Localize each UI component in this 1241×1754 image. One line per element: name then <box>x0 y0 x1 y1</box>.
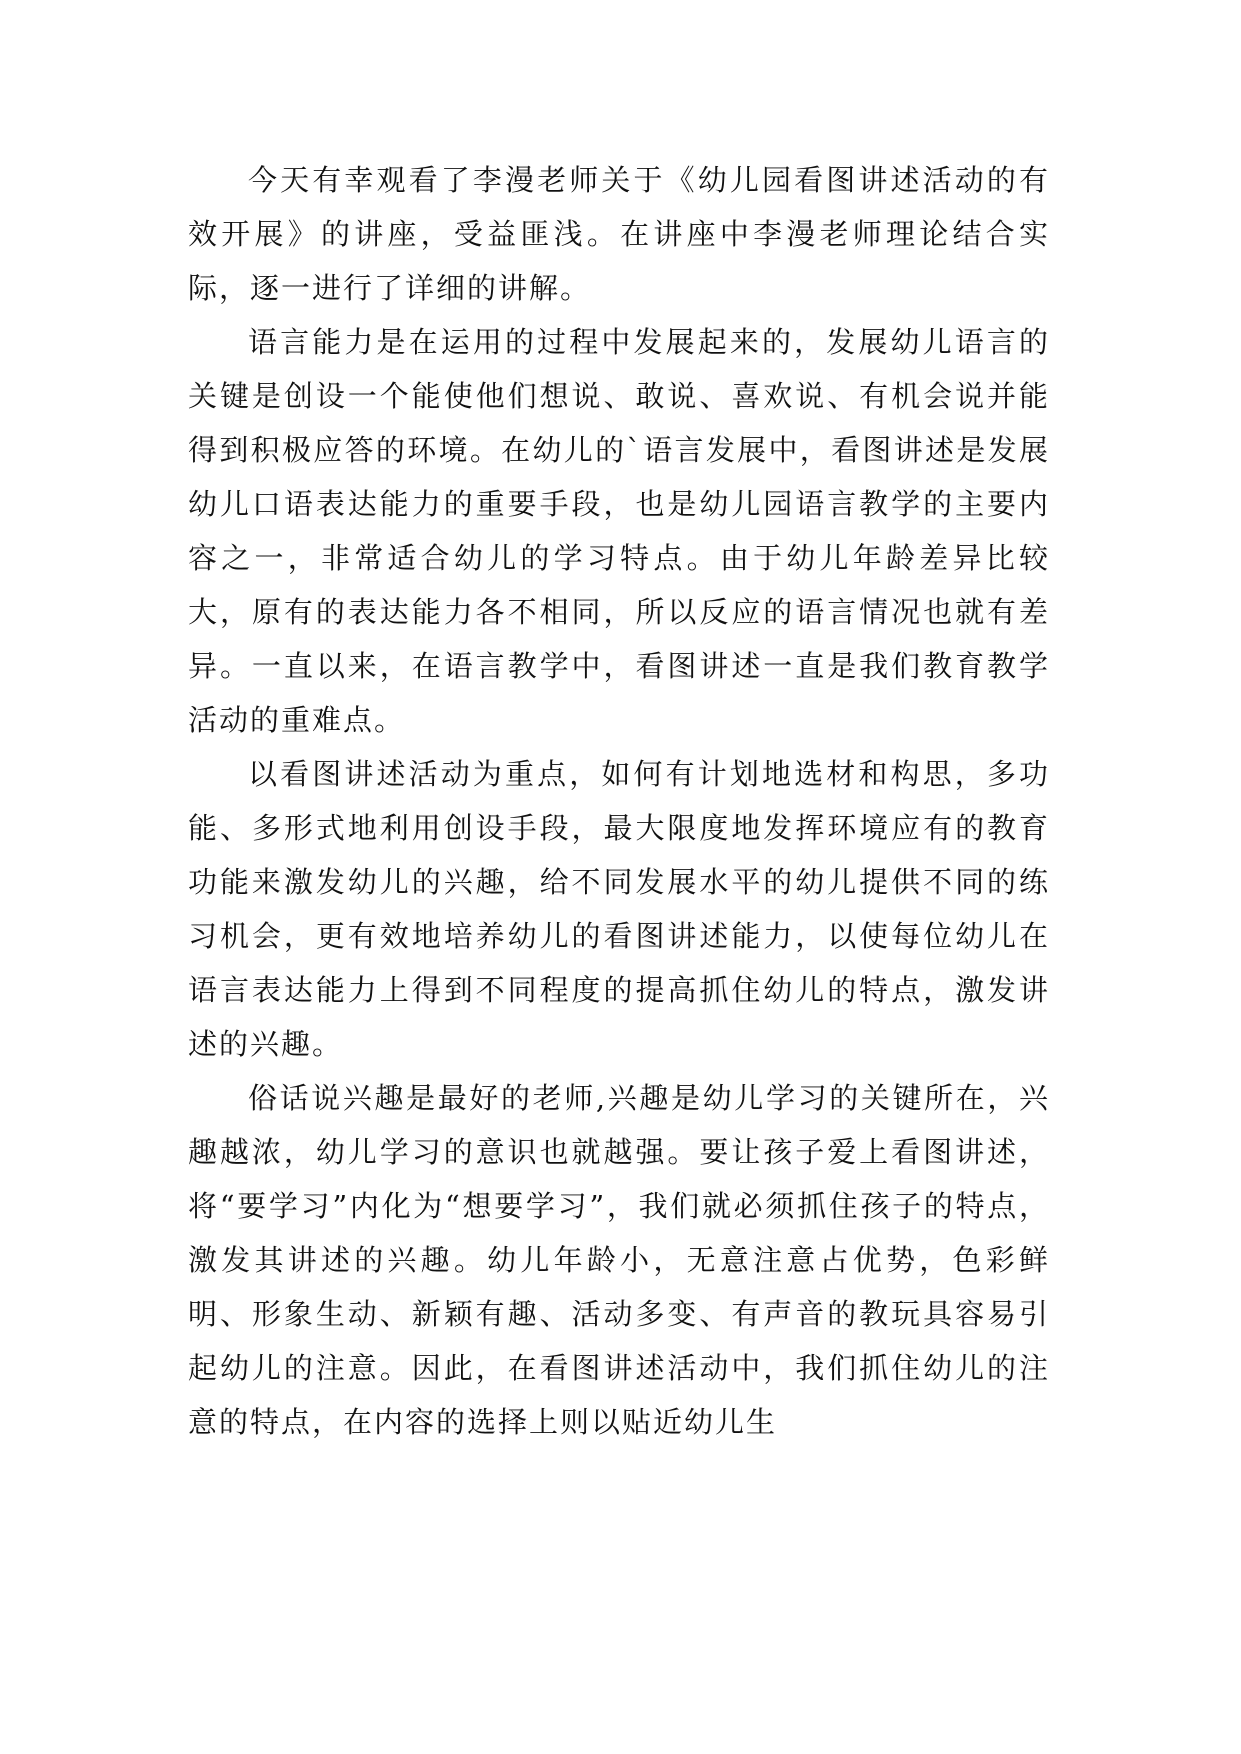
paragraph-2: 语言能力是在运用的过程中发展起来的，发展幼儿语言的关键是创设一个能使他们想说、敢说、喜欢说、有机会说并能得到积极应答的环境。在幼儿的`语言发展中，看图讲述是发展幼儿口语表达能力的重要手段，也是幼儿园语言教学的主要内容之一，非常适合幼儿的学习特点。由于幼儿年龄差异比较大，原有的表达能力各不相同，所以反应的语言情况也就有差异。一直以来，在语言教学中，看图讲述一直是我们教育教学活动的重难点。 <box>188 325 1050 737</box>
paragraph-4: 俗话说兴趣是最好的老师,兴趣是幼儿学习的关键所在，兴趣越浓，幼儿学习的意识也就越强。要让孩子爱上看图讲述，将“要学习”内化为“想要学习”，我们就必须抓住孩子的特点，激发其讲述的兴趣。幼儿年龄小，无意注意占优势，色彩鲜明、形象生动、新颖有趣、活动多变、有声音的教玩具容易引起幼儿的注意。因此，在看图讲述活动中，我们抓住幼儿的注意的特点，在内容的选择上则以贴近幼儿生 <box>188 1081 1050 1439</box>
document-body <box>188 153 1050 1449</box>
paragraph-1: 今天有幸观看了李漫老师关于《幼儿园看图讲述活动的有效开展》的讲座，受益匪浅。在讲座中李漫老师理论结合实际，逐一进行了详细的讲解。 <box>188 163 1050 305</box>
paragraph-3: 以看图讲述活动为重点，如何有计划地选材和构思，多功能、多形式地利用创设手段，最大限度地发挥环境应有的教育功能来激发幼儿的兴趣，给不同发展水平的幼儿提供不同的练习机会，更有效地培养幼儿的看图讲述能力，以使每位幼儿在语言表达能力上得到不同程度的提高抓住幼儿的特点，激发讲述的兴趣。 <box>188 757 1050 1061</box>
